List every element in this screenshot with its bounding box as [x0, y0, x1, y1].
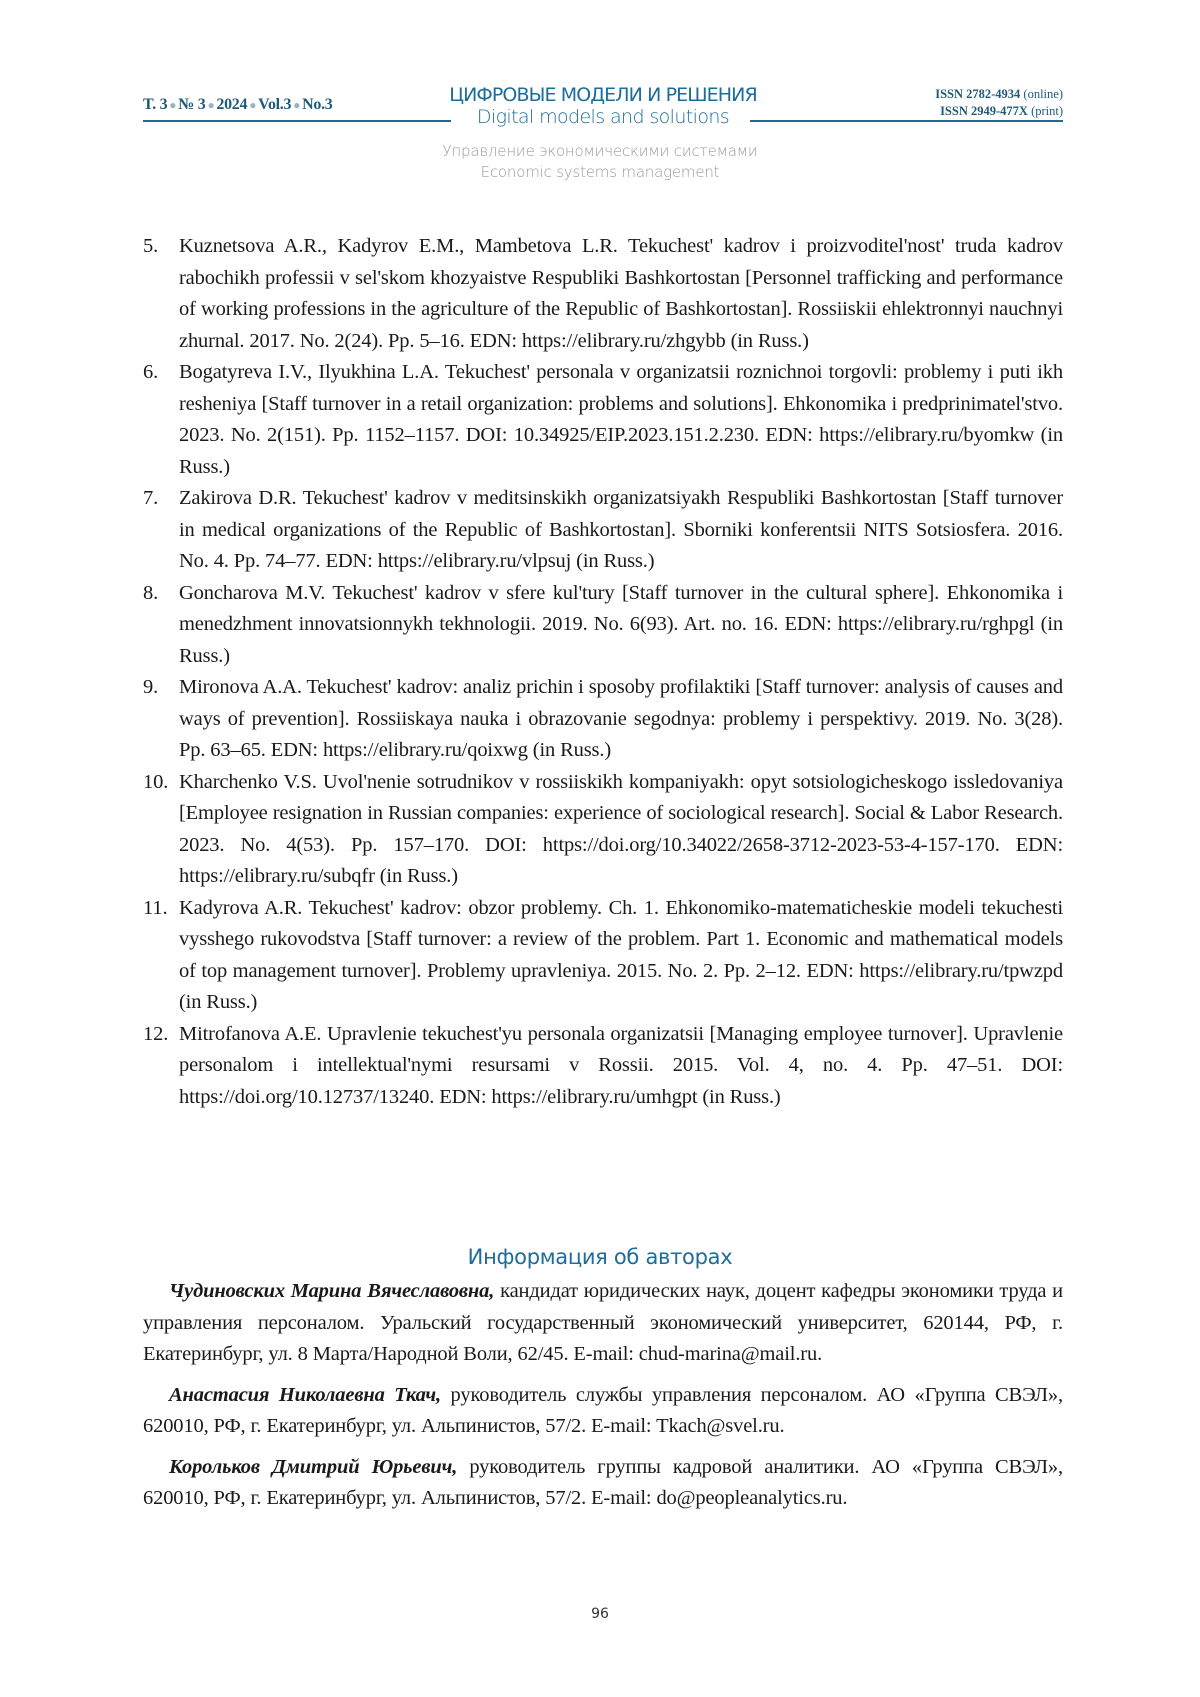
section-title-en: Economic systems management	[480, 163, 720, 181]
reference-item	[143, 672, 1063, 767]
author-name: Корольков Дмитрий Юрьевич,	[169, 1455, 458, 1478]
reference-text: Kharchenko V.S. Uvol'nenie sotrudnikov v rossiiskikh kompaniyakh: opyt sotsiologicheskogo issledovaniya [Employee resignation in Russian companies: experience of sociological research]. Social & Labor Research. 2023. No. 4(53). Pp. 157–170. DOI: https://doi.org/10.34022/2658-3712-2023-53-4-157-170. EDN: https://elibrary.ru/subqfr (in Russ.)	[179, 770, 1063, 887]
reference-number: 11.	[143, 896, 168, 919]
author-bio: кандидат юридических наук, доцент кафедры экономики труда и управления персоналом. Уральский государственный экономический университет, 620144, РФ, г. Екатеринбург, ул. 8 Марта/Народной Воли, 62/45. E-mail: chud-marina@mail.ru.	[143, 1280, 1063, 1365]
reference-text: Mitrofanova A.E. Upravlenie tekuchest'yu personala organizatsii [Managing employee turnover]. Upravlenie personalom i intellektual'nymi resursami v Rossii. 2015. Vol. 4, no. 4. Pp. 47–51. DOI: https://doi.org/10.12737/13240. EDN: https://elibrary.ru/umhgpt (in Russ.)	[179, 1022, 1063, 1108]
issn-online: ISSN 2782-4934 (online)	[935, 87, 1063, 101]
separator-dot-icon: ●	[169, 98, 177, 112]
separator-dot-icon: ●	[207, 98, 215, 112]
author-entry	[143, 1380, 1063, 1443]
section-title-ru: Управление экономическими системами	[442, 142, 758, 160]
reference-item	[143, 1019, 1063, 1114]
reference-text: Bogatyreva I.V., Ilyukhina L.A. Tekuchest' personala v organizatsii roznichnoi torgovli: problemy i puti ikh resheniya [Staff turnover in a retail organization: problems and solutions]. Ehkonomika i predprinimatel'stvo. 2023. No. 2(151). Pp. 1152–1157. DOI: 10.34925/EIP.2023.151.2.230. EDN: https://elibrary.ru/byomkw (in Russ.)	[179, 361, 1063, 478]
reference-item	[143, 231, 1063, 357]
author-entry	[143, 1452, 1063, 1515]
running-header	[143, 84, 1063, 130]
authors-heading: Информация об авторах	[467, 1245, 733, 1269]
reference-item	[143, 767, 1063, 893]
reference-item	[143, 357, 1063, 483]
header-rule-right	[750, 120, 1063, 122]
journal-title	[413, 84, 793, 128]
reference-text: Mironova A.A. Tekuchest' kadrov: analiz prichin i sposoby profilaktiki [Staff turnover: analysis of causes and ways of prevention]. Rossiiskaya nauka i obrazovanie segodnya: problemy i perspektivy. 2019. No. 3(28). Pp. 63–65. EDN: https://elibrary.ru/qoixwg (in Russ.)	[179, 676, 1063, 761]
reference-number: 9.	[143, 676, 159, 698]
section-heading	[0, 141, 1200, 183]
journal-title-ru: ЦИФРОВЫЕ МОДЕЛИ И РЕШЕНИЯ	[449, 84, 757, 106]
issn-block	[935, 86, 1063, 120]
author-entry	[143, 1276, 1063, 1371]
reference-text: Zakirova D.R. Tekuchest' kadrov v meditsinskikh organizatsiyakh Respubliki Bashkortostan [Staff turnover in medical organizations of the Republic of Bashkortostan]. Sborniki konferentsii NITS Sotsiosfera. 2016. No. 4. Pp. 74–77. EDN: https://elibrary.ru/vlpsuj (in Russ.)	[179, 487, 1063, 572]
author-name: Чудиновских Марина Вячеславовна,	[169, 1280, 495, 1302]
reference-item	[143, 893, 1063, 1019]
reference-number: 7.	[143, 487, 159, 509]
volume-en: Vol.3	[258, 96, 292, 113]
reference-number: 8.	[143, 581, 159, 604]
separator-dot-icon: ●	[249, 98, 257, 112]
reference-list	[143, 231, 1063, 1113]
issue-info	[143, 96, 333, 114]
number-ru: № 3	[178, 96, 206, 113]
reference-text: Kadyrova A.R. Tekuchest' kadrov: obzor problemy. Ch. 1. Ehkonomiko-matematicheskie modeli tekuchesti vysshego rukovodstva [Staff turnover: a review of the problem. Part 1. Economic and mathematical models of top management turnover]. Problemy upravleniya. 2015. No. 2. Pp. 2–12. EDN: https://elibrary.ru/tpwzpd (in Russ.)	[179, 896, 1063, 1013]
author-name: Анастасия Николаевна Ткач,	[169, 1383, 442, 1406]
number-en: No.3	[302, 96, 333, 113]
reference-number: 10.	[143, 770, 169, 793]
header-rule-left	[143, 120, 451, 122]
reference-item	[143, 483, 1063, 578]
reference-text: Goncharova M.V. Tekuchest' kadrov v sfere kul'tury [Staff turnover in the cultural sphere]. Ehkonomika i menedzhment innovatsionnykh tekhnologii. 2019. No. 6(93). Art. no. 16. EDN: https://elibrary.ru/rghpgl (in Russ.)	[179, 581, 1063, 667]
reference-text: Kuznetsova A.R., Kadyrov E.M., Mambetova L.R. Tekuchest' kadrov i proizvoditel'nost' truda kadrov rabochikh professii v sel'skom khozyaistve Respubliki Bashkortostan [Personnel trafficking and performance of working professions in the agriculture of the Republic of Bashkortostan]. Rossiiskii ehlektronnyi nauchnyi zhurnal. 2017. No. 2(24). Pp. 5–16. EDN: https://elibrary.ru/zhgybb (in Russ.)	[179, 235, 1063, 352]
author-bio: руководитель службы управления персоналом. АО «Группа СВЭЛ», 620010, РФ, г. Екатеринбург, ул. Альпинистов, 57/2. E-mail: Tkach@svel.ru.	[143, 1383, 1064, 1437]
year: 2024	[216, 96, 248, 113]
page-number: 96	[591, 1606, 609, 1622]
author-bio: руководитель группы кадровой аналитики. АО «Группа СВЭЛ», 620010, РФ, г. Екатеринбург, ул. Альпинистов, 57/2. E-mail: do@peopleanalytics.ru.	[143, 1455, 1063, 1509]
volume-ru: T. 3	[143, 96, 168, 113]
reference-number: 5.	[143, 235, 159, 257]
reference-number: 12.	[143, 1022, 169, 1045]
authors-list	[143, 1276, 1063, 1524]
journal-title-en: Digital models and solutions	[476, 106, 730, 128]
issn-print: ISSN 2949-477X (print)	[940, 104, 1063, 118]
reference-number: 6.	[143, 361, 159, 383]
separator-dot-icon: ●	[293, 98, 301, 112]
reference-item	[143, 578, 1063, 673]
